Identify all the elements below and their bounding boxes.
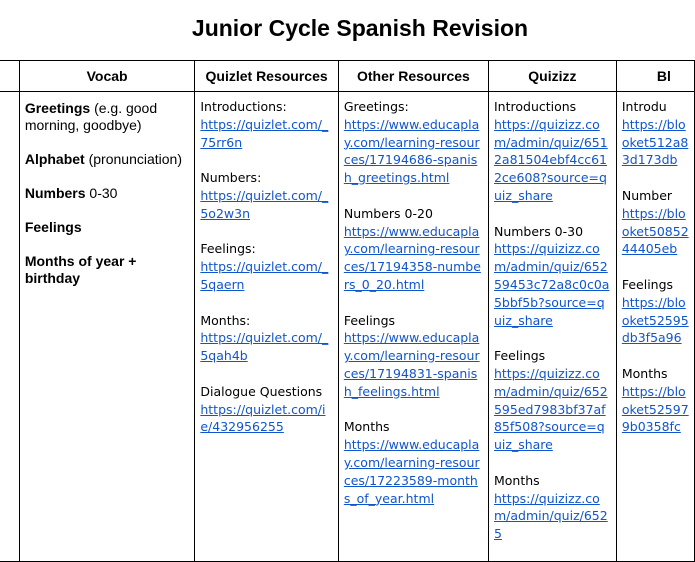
- resource-block: [494, 98, 611, 205]
- blank-cell: [0, 92, 19, 562]
- column-header-vocab: Vocab: [19, 61, 195, 92]
- quizizz-link[interactable]: https://quizizz.com/admin/quiz/65259453c72a8c0c0a5bbf5b?source=quiz_share: [493, 241, 610, 328]
- vocab-item: [25, 219, 190, 236]
- resource-label: Months:: [200, 312, 251, 328]
- resource-block: [622, 365, 689, 436]
- blooket-cell: [616, 92, 694, 562]
- resource-label: Dialogue Questions: [200, 383, 323, 399]
- header-row: [0, 61, 695, 92]
- quizlet-link[interactable]: https://quizlet.com/_75rr6n: [200, 116, 329, 150]
- educaplay-link[interactable]: https://www.educaplay.com/learning-resources/17194831-spanish_feelings.html: [343, 330, 480, 399]
- column-header-quizlet: Quizlet Resources: [195, 61, 339, 92]
- content-row: [0, 92, 695, 562]
- resource-block: [494, 347, 611, 454]
- educaplay-link[interactable]: https://www.educaplay.com/learning-resources/17194358-numbers_0_20.html: [343, 223, 481, 292]
- resource-block: [200, 383, 333, 436]
- resource-block: [200, 169, 333, 222]
- resource-label: Feelings:: [200, 241, 256, 257]
- resource-block: [494, 472, 611, 543]
- quizizz-link[interactable]: https://quizizz.com/admin/quiz/652595ed7983bf37af85f508?source=quiz_share: [493, 365, 608, 453]
- resource-label: Numbers:: [200, 170, 262, 186]
- column-header-blank: [0, 61, 19, 92]
- page-title: Junior Cycle Spanish Revision: [191, 15, 529, 41]
- quizizz-link[interactable]: https://quizizz.com/admin/quiz/6525: [493, 490, 608, 542]
- vocab-item: [25, 185, 190, 202]
- resource-label: Introductions:: [200, 99, 287, 114]
- quizlet-link[interactable]: https://quizlet.com/ie/432956255: [200, 401, 326, 435]
- resource-block: [344, 205, 483, 294]
- blooket-link[interactable]: https://blooket52595db3f5a96: [621, 294, 689, 346]
- educaplay-link[interactable]: https://www.educaplay.com/learning-resources/17223589-months_of_year.html: [343, 437, 480, 506]
- resource-label: Months: [493, 472, 540, 488]
- other-resources-cell: [338, 92, 488, 562]
- resource-block: [344, 312, 483, 401]
- resource-label: Feelings: [621, 276, 674, 292]
- resource-block: [622, 276, 689, 347]
- resource-label: Months: [621, 365, 668, 381]
- vocab-topic: Alphabet: [24, 151, 85, 167]
- quizizz-link[interactable]: https://quizizz.com/admin/quiz/6512a81504ebf4cc612ce608?source=quiz_share: [493, 116, 608, 203]
- blooket-link[interactable]: https://blooket525979b0358fc: [621, 383, 689, 435]
- quizlet-cell: [195, 92, 339, 562]
- resource-block: [494, 223, 611, 330]
- resource-label: Numbers 0-30: [493, 223, 584, 239]
- vocab-topic: Months of year + birthday: [24, 253, 137, 286]
- vocab-topic: Feelings: [24, 219, 82, 235]
- resource-label: Introductions: [493, 99, 577, 114]
- blooket-link[interactable]: https://blooket512a83d173db: [621, 116, 689, 168]
- vocab-cell: [19, 92, 195, 562]
- resource-label: Feelings: [493, 348, 546, 364]
- revision-table: [0, 60, 695, 562]
- resource-label: Numbers 0-20: [343, 205, 433, 221]
- resource-block: [622, 98, 689, 169]
- column-header-blooket: Bl: [616, 61, 694, 92]
- quizlet-link[interactable]: https://quizlet.com/_5o2w3n: [200, 187, 329, 221]
- column-header-other: Other Resources: [338, 61, 488, 92]
- quizlet-link[interactable]: https://quizlet.com/_5qah4b: [200, 330, 329, 364]
- column-header-quizizz: Quizizz: [488, 61, 616, 92]
- vocab-note: (pronunciation): [84, 151, 182, 167]
- resource-label: Months: [343, 419, 390, 435]
- resource-label: Introdu: [621, 99, 667, 114]
- vocab-item: [25, 100, 190, 134]
- quizizz-cell: [488, 92, 616, 562]
- resource-block: [200, 312, 333, 365]
- vocab-item: [25, 151, 190, 168]
- quizlet-link[interactable]: https://quizlet.com/_5qaern: [200, 259, 329, 292]
- resource-block: [622, 187, 689, 258]
- vocab-item: [25, 253, 190, 287]
- resource-block: [344, 418, 483, 507]
- blooket-link[interactable]: https://blooket5085244405eb: [621, 205, 689, 257]
- resource-label: Greetings:: [343, 99, 409, 114]
- vocab-note: (e.g. good morning, goodbye): [24, 100, 158, 133]
- resource-block: [200, 98, 333, 151]
- resource-block: [200, 240, 333, 293]
- revision-table-wrap: [0, 60, 695, 562]
- resource-block: [344, 98, 483, 187]
- resource-label: Feelings: [343, 312, 396, 328]
- resource-label: Number: [621, 187, 673, 203]
- vocab-note: 0-30: [85, 185, 118, 201]
- vocab-topic: Numbers: [24, 185, 86, 201]
- educaplay-link[interactable]: https://www.educaplay.com/learning-resources/17194686-spanish_greetings.html: [343, 116, 480, 186]
- vocab-topic: Greetings: [24, 100, 91, 116]
